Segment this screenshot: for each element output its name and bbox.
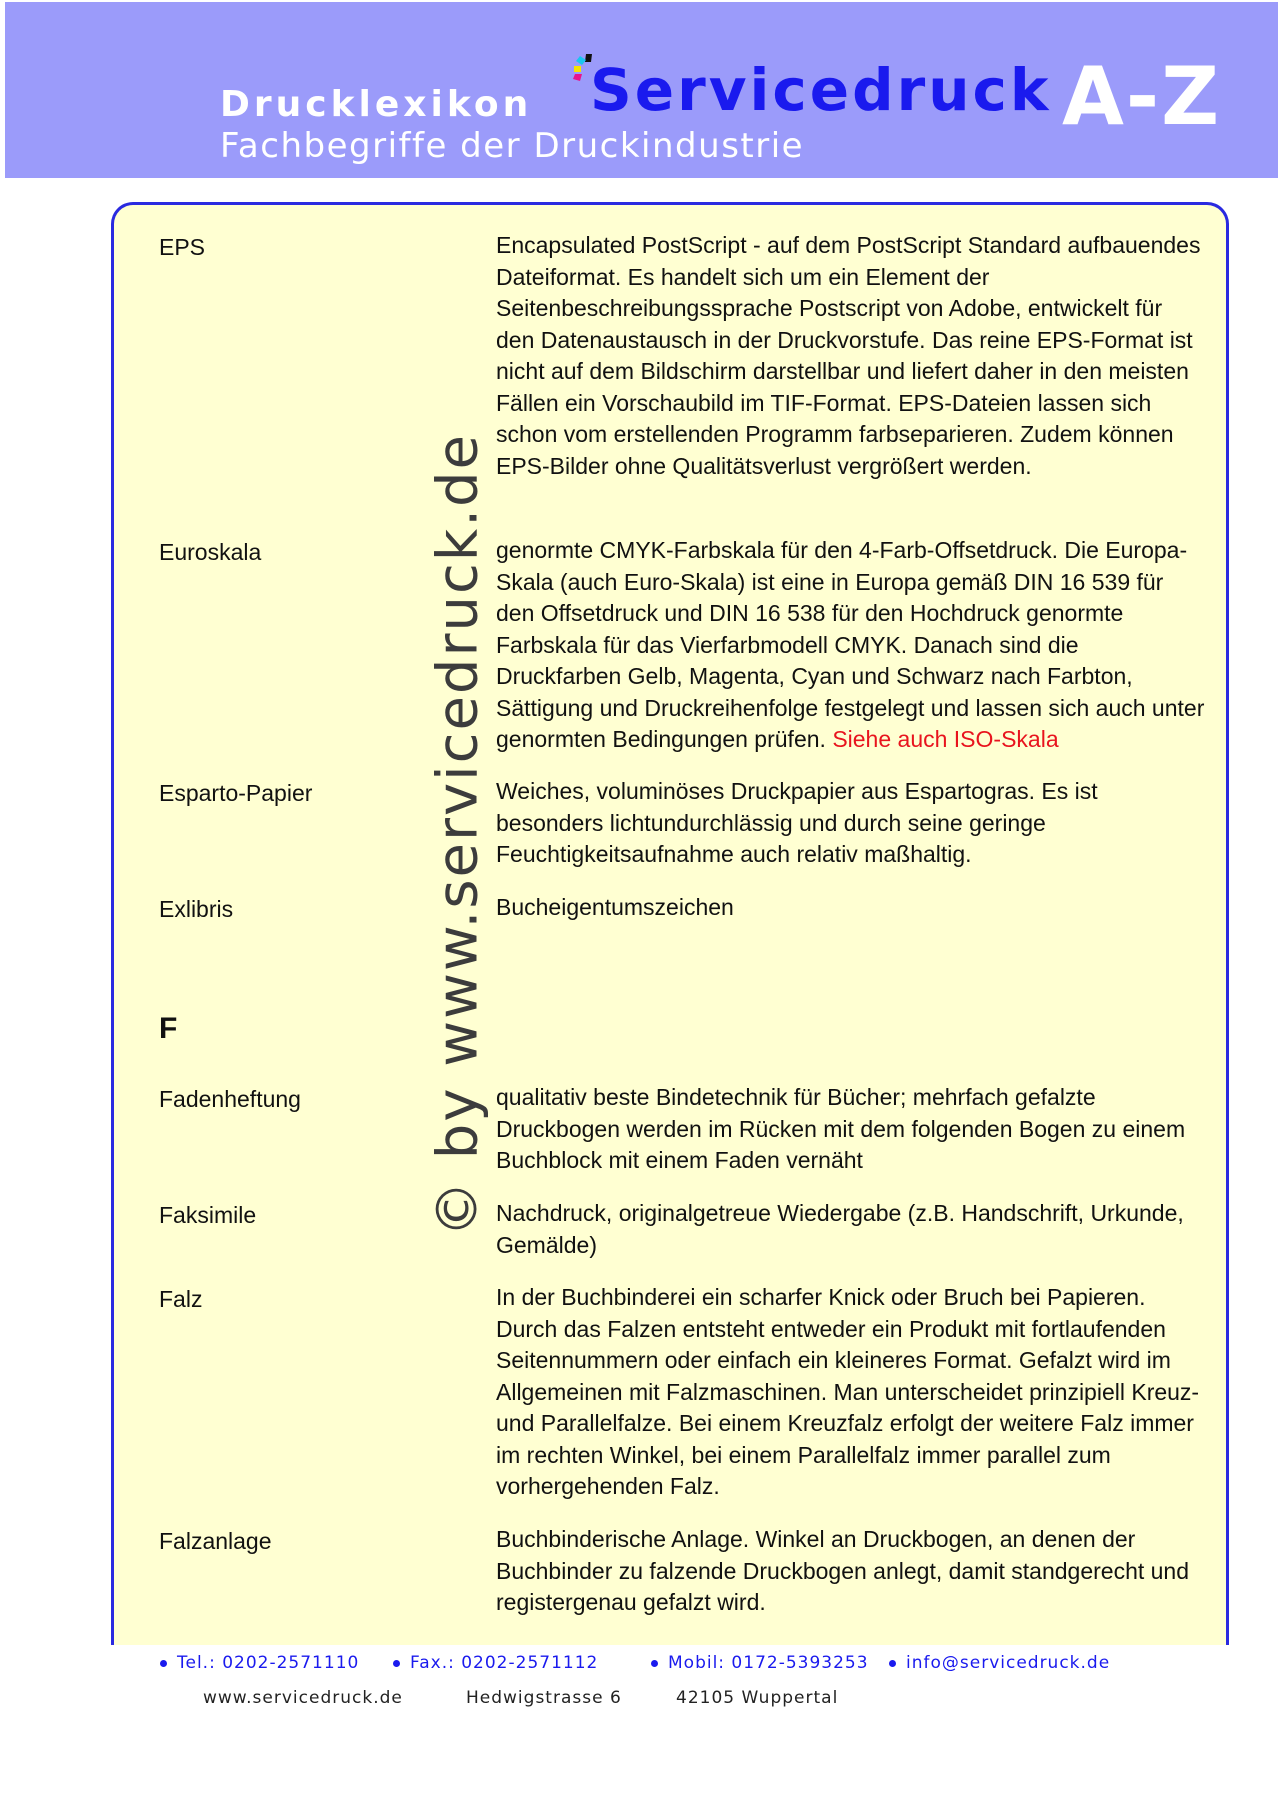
bullet-icon — [889, 1660, 896, 1667]
term-exlibris: Exlibris — [159, 896, 234, 922]
description-eps: Encapsulated PostScript - auf dem PostScript Standard aufbauendes Dateiformat. Es handelt sich um ein Element der Seitenbeschreibungssprache Postscript von Adobe, entwickelt für den Datenaustausch in der Druckvorstufe. Das reine EPS-Format ist nicht auf dem Bildschirm darstellbar und liefert daher in den meisten Fällen ein Vorschaubild im TIF-Format. EPS-Dateien lassen sich schon vom erstellenden Programm farbseparieren. Zudem können EPS-Bilder ohne Qualitätsverlust vergrößert werden. — [496, 232, 1201, 479]
range-label: A-Z — [1062, 50, 1222, 143]
description-esparto-papier: Weiches, voluminöses Druckpapier aus Espartogras. Es ist besonders lichtundurchlässig und durch seine geringe Feuchtigkeitsaufnahme auch relativ maßhaltig. — [496, 778, 1098, 867]
footer-fax-text: Fax.: 0202-2571112 — [410, 1653, 599, 1673]
term-esparto-papier: Esparto-Papier — [159, 780, 313, 806]
description-falz: In der Buchbinderei ein scharfer Knick oder Bruch bei Papieren. Durch das Falzen entsteht entweder ein Produkt mit fortlaufenden Seitennummern oder einfach ein kleineres Format. Gefalzt wird im Allgemeinen mit Falzmaschinen. Man unterscheidet prinzipiell Kreuz- und Parallelfalze. Bei einem Kreuzfalz erfolgt der weitere Falz immer im rechten Winkel, bei einem Parallelfalz immer parallel zum vorhergehenden Falz. — [496, 1284, 1200, 1499]
term-falzanlage: Falzanlage — [159, 1528, 272, 1554]
term-eps: EPS — [159, 234, 206, 260]
term-euroskala: Euroskala — [159, 539, 262, 565]
description-exlibris: Bucheigentumszeichen — [496, 894, 734, 920]
description-falzanlage: Buchbinderische Anlage. Winkel an Druckbogen, an denen der Buchbinder zu falzende Druckbogen anlegt, damit standgerecht und registergenau gefalzt wird. — [496, 1526, 1190, 1615]
description-euroskala — [496, 535, 1206, 756]
footer-city: 42105 Wuppertal — [676, 1688, 839, 1708]
term-faksimile: Faksimile — [159, 1202, 257, 1228]
footer-tel-text: Tel.: 0202-2571110 — [177, 1653, 360, 1673]
footer-tel[interactable] — [160, 1653, 359, 1673]
footer-mobil[interactable] — [651, 1653, 869, 1673]
iso-skala-link[interactable]: Siehe auch ISO-Skala — [832, 726, 1059, 752]
footer-street: Hedwigstrasse 6 — [466, 1688, 622, 1708]
lexicon-title: Drucklexikon — [220, 84, 533, 125]
footer-fax — [393, 1653, 598, 1673]
footer-email[interactable] — [889, 1653, 1110, 1673]
servicedruck-logo: Servicedruck — [590, 56, 1052, 124]
section-letter: F — [159, 1012, 178, 1045]
footer-email-text: info@servicedruck.de — [906, 1653, 1111, 1673]
bullet-icon — [651, 1660, 658, 1667]
term-falz: Falz — [159, 1286, 203, 1312]
description-faksimile: Nachdruck, originalgetreue Wiedergabe (z.B. Handschrift, Urkunde, Gemälde) — [496, 1200, 1184, 1258]
lexicon-subtitle: Fachbegriffe der Druckindustrie — [220, 126, 805, 166]
footer-web[interactable]: www.servicedruck.de — [203, 1688, 403, 1708]
bullet-icon — [393, 1660, 400, 1667]
bullet-icon — [160, 1660, 167, 1667]
description-fadenheftung: qualitativ beste Bindetechnik für Bücher; mehrfach gefalzte Druckbogen werden im Rücken mit dem folgenden Bogen zu einem Buchblock mit einem Faden vernäht — [496, 1084, 1186, 1173]
description-euroskala-text: genormte CMYK-Farbskala für den 4-Farb-Offsetdruck. Die Europa-Skala (auch Euro-Skala) ist eine in Europa gemäß DIN 16 539 für den Offsetdruck und DIN 16 538 für den Hochdruck genormte Farbskala für das Vierfarbmodell CMYK. Danach sind die Druckfarben Gelb, Magenta, Cyan und Schwarz nach Farbton, Sättigung und Druckreihenfolge festgelegt und lassen sich auch unter genormten Bedingungen prüfen. — [496, 537, 1205, 752]
footer-mobil-text: Mobil: 0172-5393253 — [668, 1653, 869, 1673]
watermark-text: © by www.servicedruck.de — [425, 432, 491, 1238]
term-fadenheftung: Fadenheftung — [159, 1086, 301, 1112]
